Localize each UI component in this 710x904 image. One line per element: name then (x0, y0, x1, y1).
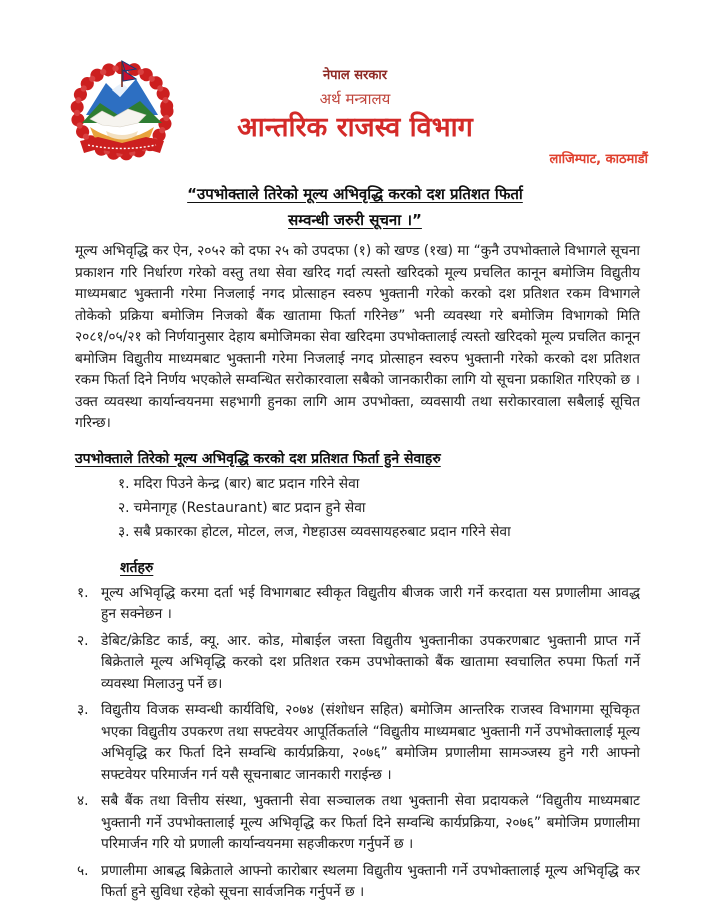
list-item (118, 472, 640, 496)
item-text: विद्युतीय विजक सम्वन्धी कार्यविधि, २०७४ (संशोधन सहित) बमोजिम आन्तरिक राजस्व विभागमा सूचिकृत भएका विद्युतीय उपकरण तथा सफ्टवेयर आपूर्तिकर्ताले “विद्युतीय माध्यमबाट भुक्तानी गर्ने उपभोक्तालाई मूल्य अभिवृद्धि कर फिर्ता दिने सम्वन्धि कार्यप्रक्रिया, २०७६” बमोजिम प्रणालीमा सामञ्जस्य हुने गरी आफ्नो सफ्टवेयर परिमार्जन गर्न यसै सूचनाबाट जानकारी गराईन्छ । (101, 702, 640, 783)
notice-title-line2: सम्वन्धी जरुरी सूचना ।” (288, 211, 422, 229)
conditions-list (77, 583, 640, 904)
conditions-section-heading: शर्तहरु (120, 559, 154, 576)
item-number: ४. (77, 793, 89, 809)
government-name: नेपाल सरकार (322, 68, 388, 83)
item-text: सबै प्रकारका होटल, मोटल, लज, गेष्टहाउस व्यवसायहरुबाट प्रदान गरिने सेवा (133, 523, 511, 540)
list-item (77, 631, 640, 696)
item-number: २. (77, 632, 89, 649)
nepal-government-emblem-icon (62, 57, 182, 169)
notice-title (0, 181, 710, 233)
item-text: चमेनागृह (Restaurant) बाट प्रदान हुने सेवा (133, 499, 366, 516)
notice-title-line1: “उपभोक्ताले तिरेको मूल्य अभिवृद्धि करको दश प्रतिशत फिर्ता (187, 185, 523, 203)
services-list (118, 472, 640, 544)
department-name: आन्तरिक राजस्व विभाग (237, 112, 473, 143)
item-number: १. (118, 475, 130, 492)
item-text: प्रणालीमा आबद्ध बिक्रेताले आफ्नो कारोबार स्थलमा विद्युतीय भुक्तानी गर्ने उपभोक्तालाई मूल्य अभिवृद्धि कर फिर्ता हुने सुविधा रहेको सूचना सार्वजनिक गर्नुपर्ने छ । (101, 862, 640, 900)
item-number: २. (118, 499, 130, 516)
list-item (77, 583, 640, 626)
item-text: मदिरा पिउने केन्द्र (बार) बाट प्रदान गरिने सेवा (133, 475, 360, 492)
item-text: मूल्य अभिवृद्धि करमा दर्ता भई विभागबाट स्वीकृत विद्युतीय बीजक जारी गर्ने करदाता यस प्रणालीमा आवद्ध हुन सक्नेछन । (101, 584, 640, 622)
list-item (77, 861, 640, 904)
item-number: ५. (77, 862, 89, 879)
list-item (118, 496, 640, 520)
list-item (77, 791, 640, 856)
intro-paragraph: मूल्य अभिवृद्धि कर ऐन, २०५२ को दफा २५ को उपदफा (१) को खण्ड (१ख) मा “कुनै उपभोक्ताले विभागले सूचना प्रकाशन गरि निर्धारण गरेको वस्तु तथा सेवा खरिद गर्दा त्यस्तो खरिदको मूल्य प्रचलित कानून बमोजिम विद्युतीय माध्यमबाट भुक्तानी गरेमा निजलाई नगद प्रोत्साहन स्वरुप भुक्तानी गरेको करको दश प्रतिशत रकम विभागले तोकेको प्रक्रिया बमोजिम निजको बैंक खातामा फिर्ता गरिनेछ” भनी व्यवस्था गरे बमोजिम विभागको मिति २०८१/०५/२१ को निर्णयानुसार देहाय बमोजिमका सेवा खरिदमा उपभोक्तालाई त्यस्तो खरिदको मूल्य प्रचलित कानून बमोजिम विद्युतीय माध्यमबाट भुक्तानी गरेमा निजलाई नगद प्रोत्साहन स्वरुप भुक्तानी गरेको करको दश प्रतिशत रकम फिर्ता दिने निर्णय भएकोले सम्वन्धित सरोकारवाला सबैको जानकारीका लागि यो सूचना प्रकाशित गरिएको छ । उक्त व्यवस्था कार्यान्वयनमा सहभागी हुनका लागि आम उपभोक्ता, व्यवसायी तथा सरोकारवाला सबैलाई सूचित गरिन्छ। (75, 243, 640, 431)
list-item (77, 700, 640, 786)
item-text: सबै बैंक तथा वित्तीय संस्था, भुक्तानी सेवा सञ्चालक तथा भुक्तानी सेवा प्रदायकले “विद्युतीय माध्यमबाट भुक्तानी गर्ने उपभोक्तालाई मूल्य अभिवृद्धि कर फिर्ता दिने सम्वन्धि कार्यप्रक्रिया, २०७६” बमोजिम प्रणालीमा परिमार्जन गरि यो प्रणाली कार्यान्वयनमा सहजीकरण गर्नुपर्ने छ । (101, 793, 640, 852)
services-section-heading: उपभोक्ताले तिरेको मूल्य अभिवृद्धि करको दश प्रतिशत फिर्ता हुने सेवाहरु (75, 450, 441, 467)
item-text: डेबिट/क्रेडिट कार्ड, क्यू. आर. कोड, मोबाईल जस्ता विद्युतीय भुक्तानीका उपकरणबाट भुक्तानी प्राप्त गर्ने बिक्रेताले मूल्य अभिवृद्धि करको दश प्रतिशत रकम उपभोक्ताको बैंक खातामा स्वचालित रुपमा फिर्ता गर्ने व्यवस्था मिलाउनु पर्ने छ। (101, 632, 640, 692)
ministry-name: अर्थ मन्त्रालय (319, 90, 391, 108)
office-location: लाजिम्पाट, काठमाडौं (549, 152, 648, 167)
letterhead (0, 55, 710, 175)
item-number: ३. (118, 523, 130, 540)
list-item (118, 520, 640, 544)
item-number: १. (77, 584, 89, 601)
item-number: ३. (77, 702, 89, 718)
